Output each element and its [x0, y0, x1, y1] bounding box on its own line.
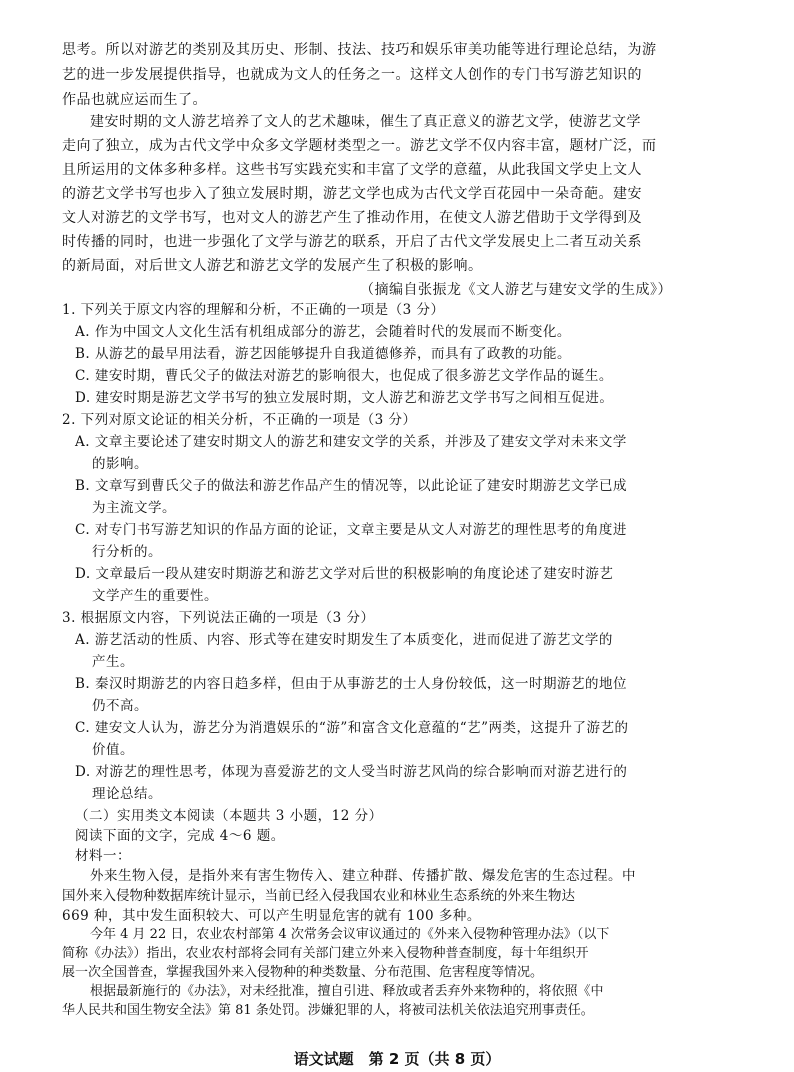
option-d: D. 建安时期是游艺文学书写的独立发展时期，文人游艺和游艺文学书写之间相互促进。 [75, 390, 614, 406]
option-c: C. 建安文人认为，游艺分为消遣娱乐的“游”和富含文化意蕴的“艺”两类，这提升了游艺的 [75, 720, 629, 736]
question-3: 3. 根据原文内容，下列说法正确的一项是（3 分） [62, 610, 375, 626]
option-a-cont: 产生。 [92, 654, 134, 670]
text-line: 的新局面，对后世文人游艺和游艺文学的发展产生了积极的影响。 [62, 258, 483, 274]
option-d-cont: 文学产生的重要性。 [92, 588, 218, 604]
text-line: 今年 4 月 22 日，农业农村部第 4 次常务会议审议通过的《外来入侵物种管理办法》（以下 [90, 927, 610, 942]
text-line: 时传播的同时，也进一步强化了文学与游艺的联系，开启了古代文学发展史上二者互动关系 [62, 234, 642, 250]
text-line: 展一次全国普查，掌握我国外来入侵物种的种类数量、分布范围、危害程度等情况。 [62, 965, 544, 980]
text-line: 简称《办法》）指出，农业农村部将会同有关部门建立外来入侵物种普查制度，每十年组织开 [62, 946, 589, 961]
question-2: 2. 下列对原文论证的相关分析，不正确的一项是（3 分） [62, 412, 417, 428]
option-c: C. 对专门书写游艺知识的作品方面的论证，文章主要是从文人对游艺的理性思考的角度进 [75, 522, 627, 538]
text-line: 外来生物入侵，是指外来有害生物传入、建立种群、传播扩散、爆发危害的生态过程。中 [90, 868, 636, 884]
text-line: 走向了独立，成为古代文学中众多文学题材类型之一。游艺文学不仅内容丰富，题材广泛，而 [62, 138, 657, 154]
option-d-cont: 理论总结。 [92, 786, 162, 802]
material-label: 材料一： [75, 848, 131, 864]
text-line: 思考。所以对游艺的类别及其历史、形制、技法、技巧和娱乐审美功能等进行理论总结，为游 [62, 42, 657, 58]
option-b-cont: 仍不高。 [92, 698, 148, 714]
option-b: B. 秦汉时期游艺的内容日趋多样，但由于从事游艺的士人身份较低，这一时期游艺的地位 [75, 676, 628, 692]
option-b: B. 从游艺的最早用法看，游艺因能够提升自我道德修养，而具有了政教的功能。 [75, 346, 572, 362]
option-a-cont: 的影响。 [92, 456, 148, 472]
section-heading: （二）实用类文本阅读（本题共 3 小题，12 分） [75, 808, 383, 824]
text-line: 建安时期的文人游艺培养了文人的艺术趣味，催生了真正意义的游艺文学，使游艺文学 [90, 114, 641, 130]
instruction: 阅读下面的文字，完成 4～6 题。 [75, 828, 285, 844]
text-line: 艺的进一步发展提供指导，也就成为文人的任务之一。这样文人创作的专门书写游艺知识的 [62, 67, 642, 83]
text-line: 华人民共和国生物安全法》第 81 条处罚。涉嫌犯罪的人，将被司法机关依法追究刑事责任。 [62, 1003, 594, 1018]
text-line: 国外来入侵物种数据库统计显示，当前已经入侵我国农业和林业生态系统的外来生物达 [62, 888, 575, 904]
text-line: 根据最新施行的《办法》，对未经批准，擅自引进、释放或者丢弃外来物种的，将依照《中 [90, 984, 604, 999]
text-line: 669 种，其中发生面积较大、可以产生明显危害的就有 100 多种。 [62, 908, 481, 924]
option-c-cont: 价值。 [92, 742, 134, 758]
text-line: 文人对游艺的文学书写，也对文人的游艺产生了推动作用，在使文人游艺借助于文学得到及 [62, 210, 642, 226]
option-c-cont: 行分析的。 [92, 544, 162, 560]
text-line: 的游艺文学书写也步入了独立发展时期，游艺文学也成为古代文学百花园中一朵奇葩。建安 [62, 186, 642, 202]
question-1: 1. 下列关于原文内容的理解和分析，不正确的一项是（3 分） [62, 302, 445, 318]
option-a: A. 文章主要论述了建安时期文人的游艺和建安文学的关系，并涉及了建安文学对未来文学 [75, 434, 627, 450]
source-citation: （摘编自张振龙《文人游艺与建安文学的生成》） [360, 282, 672, 298]
option-d: D. 对游艺的理性思考，体现为喜爱游艺的文人受当时游艺风尚的综合影响而对游艺进行的 [75, 764, 628, 780]
option-c: C. 建安时期，曹氏父子的做法对游艺的影响很大，也促成了很多游艺文学作品的诞生。 [75, 368, 613, 384]
option-d: D. 文章最后一段从建安时期游艺和游艺文学对后世的积极影响的角度论述了建安时游艺 [75, 566, 614, 582]
option-b-cont: 为主流文学。 [92, 500, 176, 516]
option-a: A. 作为中国文人文化生活有机组成部分的游艺，会随着时代的发展而不断变化。 [75, 324, 571, 340]
text-line: 且所运用的文体多种多样。这些书写实践充实和丰富了文学的意蕴，从此我国文学史上文人 [62, 162, 642, 178]
text-line: 作品也就应运而生了。 [62, 92, 207, 108]
option-b: B. 文章写到曹氏父子的做法和游艺作品产生的情况等，以此论证了建安时期游艺文学已成 [75, 478, 628, 494]
option-a: A. 游艺活动的性质、内容、形式等在建安时期发生了本质变化，进而促进了游艺文学的 [75, 632, 613, 648]
page-footer: 语文试题 第 2 页（共 8 页） [293, 1050, 501, 1068]
